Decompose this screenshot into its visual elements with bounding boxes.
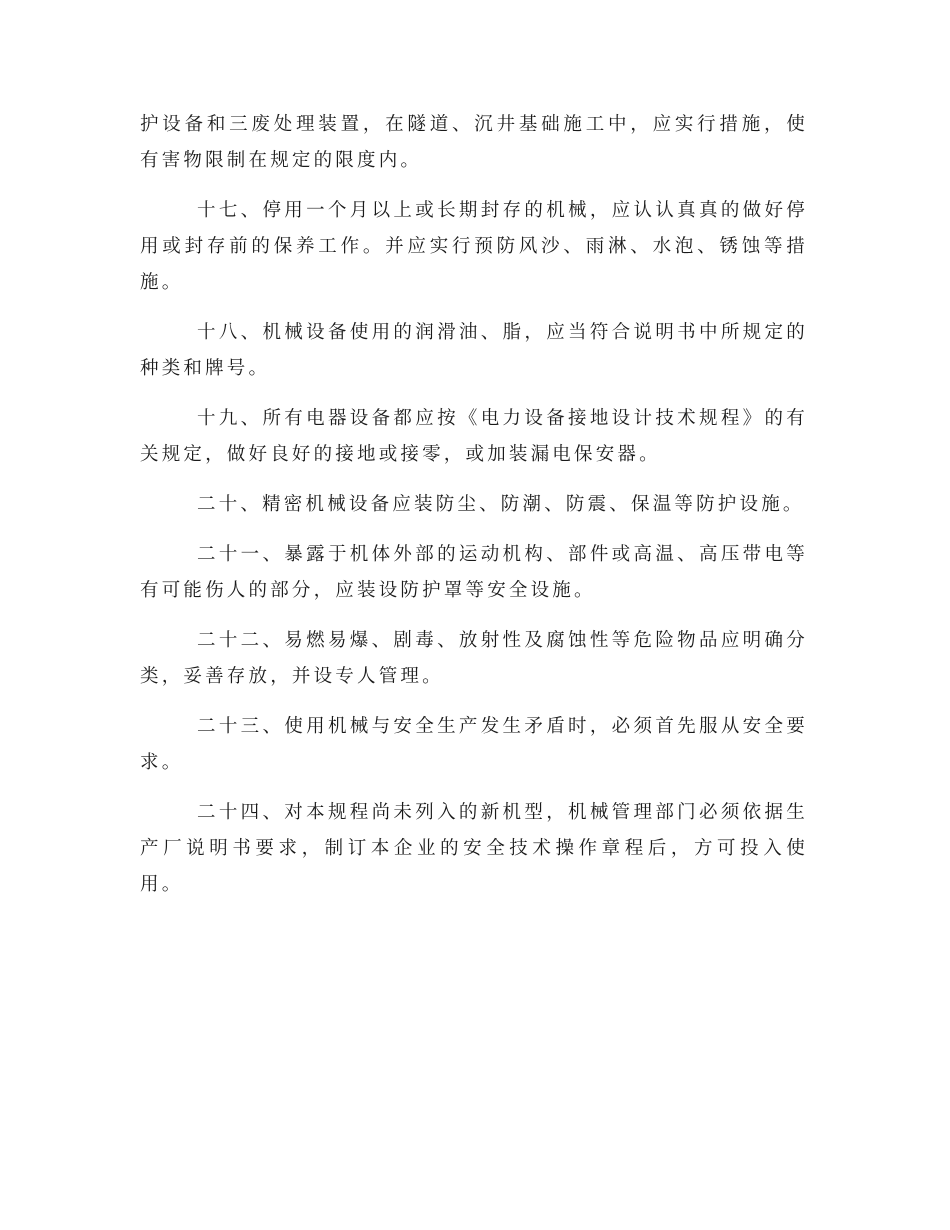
paragraph-item-20: 二十、精密机械设备应装防尘、防潮、防震、保温等防护设施。: [197, 494, 805, 515]
paragraph-item-19: 十九、所有电器设备都应按《电力设备接地设计技术规程》的有关规定，做好良好的接地或接零，或加装漏电保安器。: [140, 408, 808, 465]
paragraph-item-17: 十七、停用一个月以上或长期封存的机械，应认认真真的做好停用或封存前的保养工作。并应实行预防风沙、雨淋、水泡、锈蚀等措施。: [140, 200, 808, 293]
paragraph-item-23: 二十三、使用机械与安全生产发生矛盾时，必须首先服从安全要求。: [140, 716, 808, 773]
paragraph-item-21: 二十一、暴露于机体外部的运动机构、部件或高温、高压带电等有可能伤人的部分，应装设防护罩等安全设施。: [140, 544, 808, 601]
paragraph-item-22: 二十二、易燃易爆、剧毒、放射性及腐蚀性等危险物品应明确分类，妥善存放，并设专人管理。: [140, 630, 808, 687]
paragraph-item-24: 二十四、对本规程尚未列入的新机型，机械管理部门必须依据生产厂说明书要求，制订本企业的安全技术操作章程后，方可投入使用。: [140, 802, 808, 895]
document-body: [140, 107, 808, 917]
paragraph-continued: 护设备和三废处理装置，在隧道、沉井基础施工中，应实行措施，使有害物限制在规定的限度内。: [140, 114, 808, 171]
paragraph-item-18: 十八、机械设备使用的润滑油、脂，应当符合说明书中所规定的种类和牌号。: [140, 322, 808, 379]
